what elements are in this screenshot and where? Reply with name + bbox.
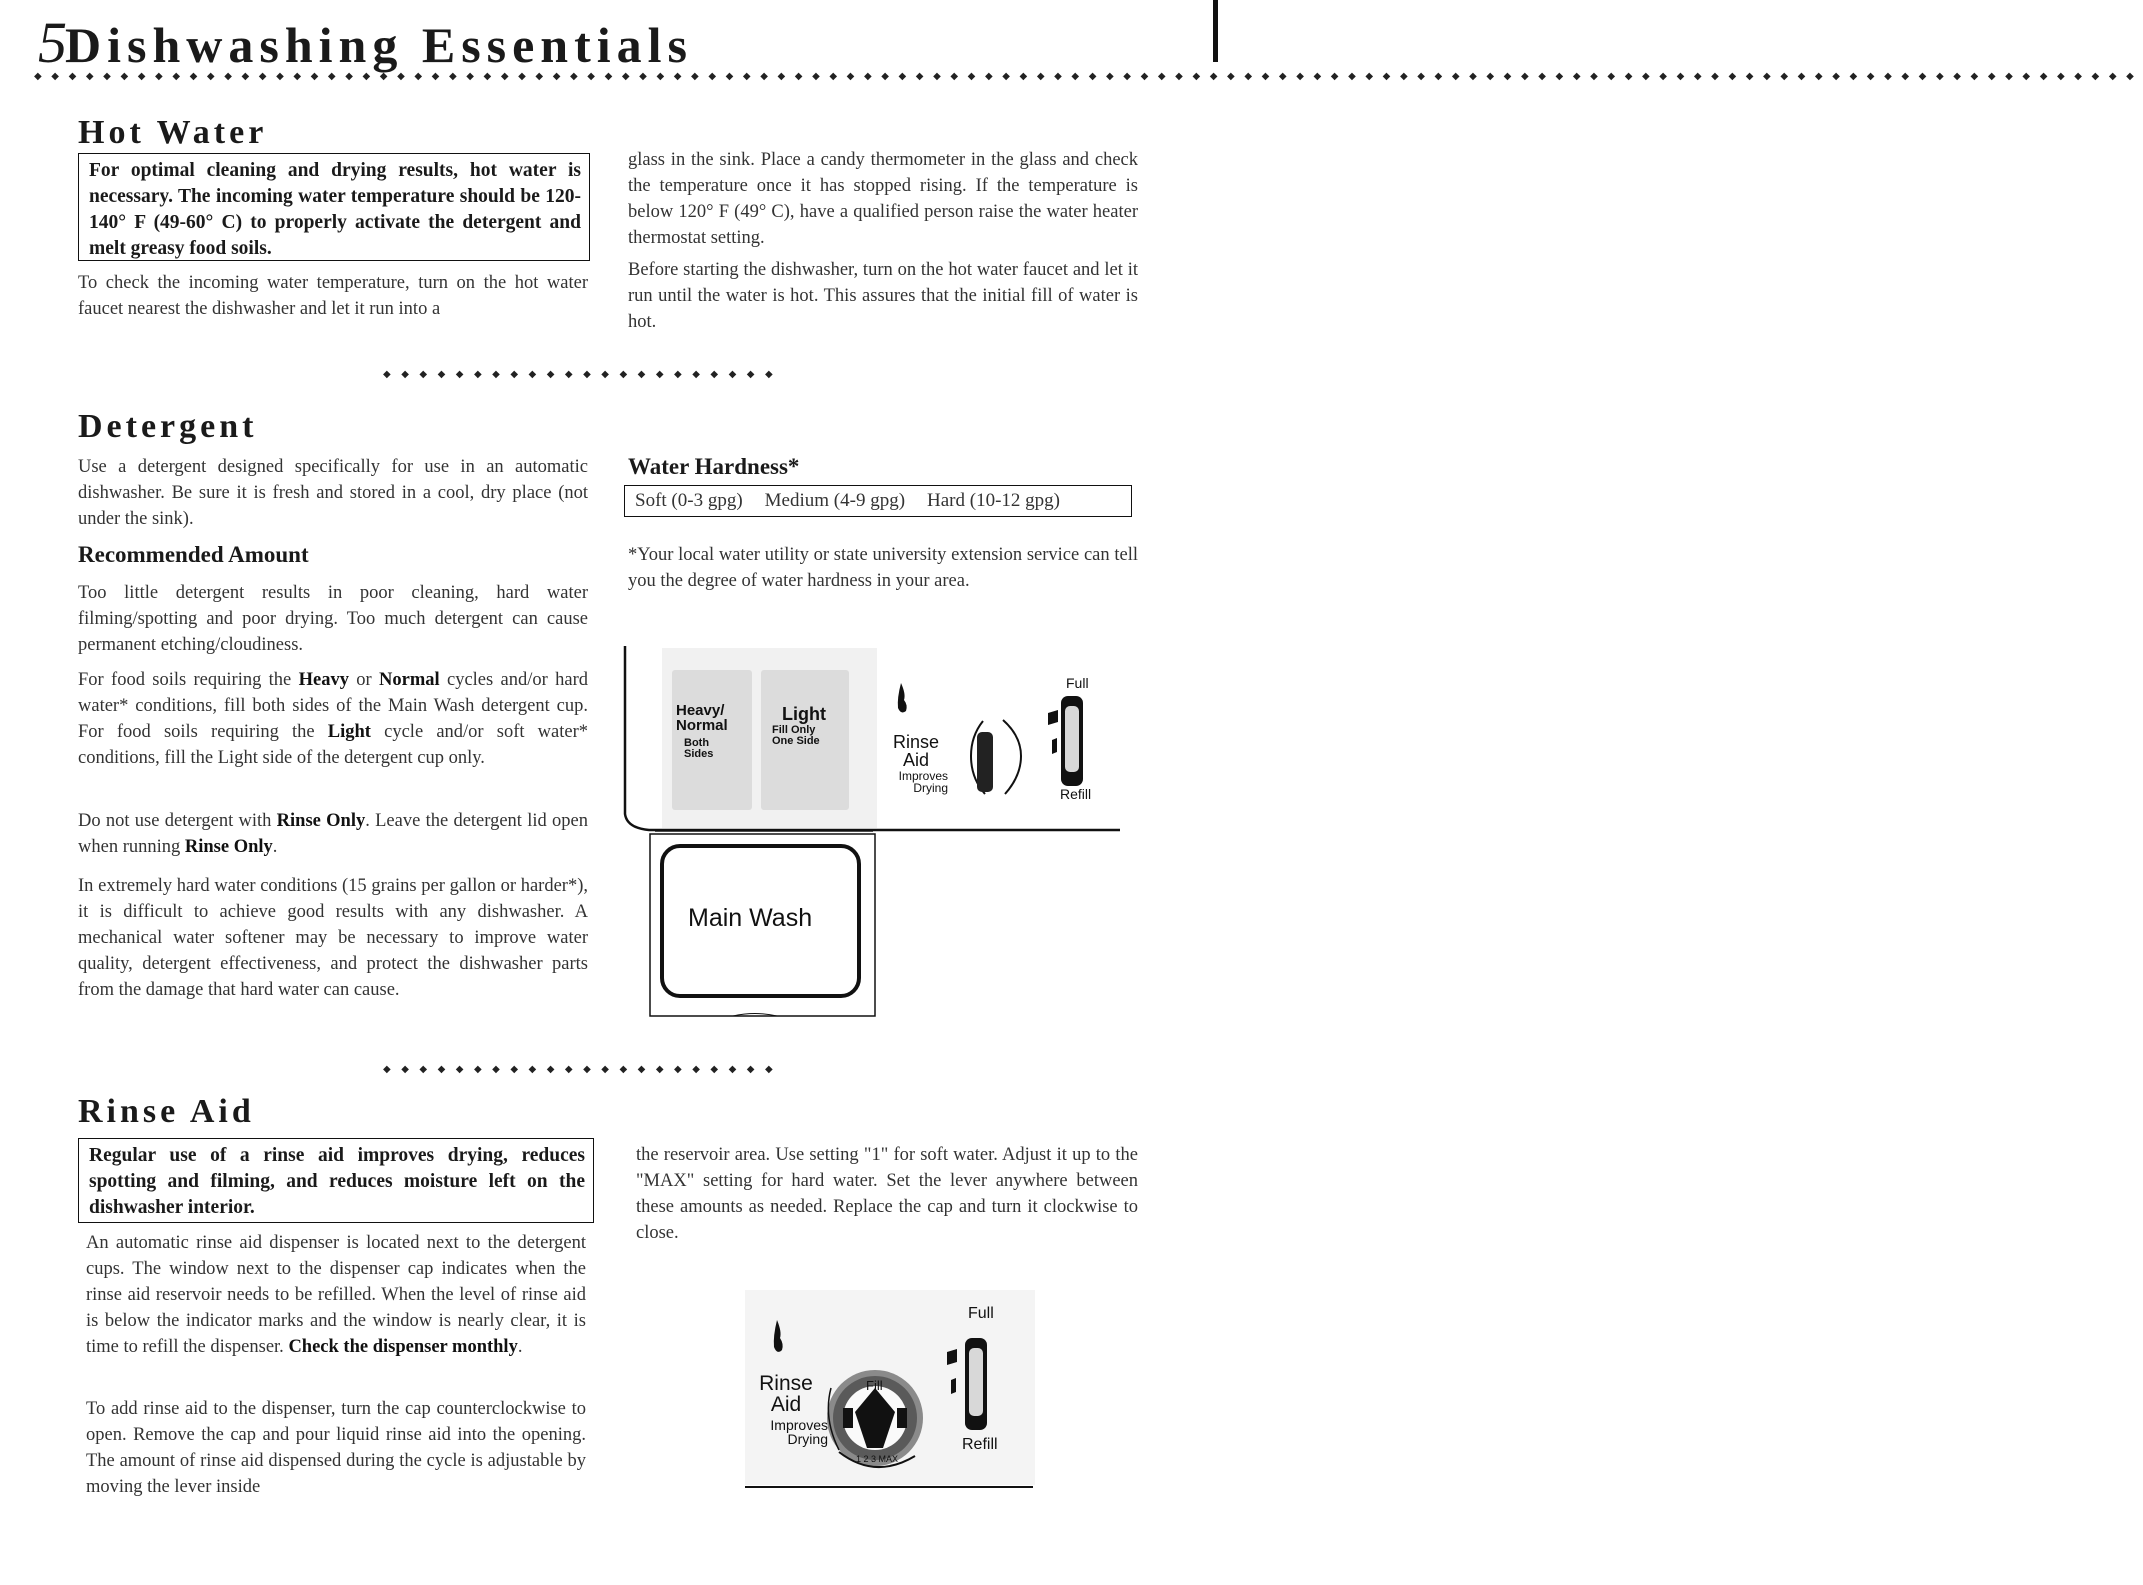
panel-heavy-normal-label: Heavy/ Normal — [676, 702, 728, 734]
margin-bar — [1213, 0, 1218, 62]
section-diamond-divider: ◆◆◆◆◆◆◆◆◆◆◆◆◆◆◆◆◆◆◆◆◆◆ — [383, 369, 784, 380]
panel-fill-only-label: Fill Only One Side — [772, 724, 820, 747]
header-diamond-divider: ◆◆◆◆◆◆◆◆◆◆◆◆◆◆◆◆◆◆◆◆◆◆◆◆◆◆◆◆◆◆◆◆◆◆◆◆◆◆◆◆◆◆◆◆◆◆◆◆◆◆◆◆◆◆◆◆◆◆◆◆◆◆◆◆◆◆◆◆◆◆◆◆◆◆◆◆◆◆◆◆◆◆◆◆◆◆◆◆◆◆◆◆◆◆◆◆◆◆◆◆◆◆◆◆◆◆◆◆◆◆◆◆◆◆◆◆◆◆◆◆◆◆ — [34, 71, 2143, 82]
panel-rinse-aid-label: Rinse Aid — [892, 732, 940, 770]
hot-water-para-3: Before starting the dishwasher, turn on the hot water faucet and let it run until the water is hot. This assures that the initial fill of water is hot. — [628, 260, 1138, 332]
hot-water-callout: For optimal cleaning and drying results, hot water is necessary. The incoming water temperature should be 120-140° F (49-60° C) to properly activate the detergent and melt greasy food soils. — [78, 153, 590, 261]
panel-improves-drying-label: Improves Drying — [898, 769, 948, 795]
recommended-para-3: Do not use detergent with Rinse Only. Leave the detergent lid open when running Rinse Only. — [78, 811, 588, 857]
panel-full-label: Full — [1066, 675, 1089, 691]
detergent-panel-diagram — [615, 628, 1125, 1028]
water-hardness-box — [624, 485, 1132, 517]
recommended-para-2: For food soils requiring the Heavy or Normal cycles and/or hard water* conditions, fill both sides of the Main Wash detergent cup. For food soils requiring the Light cycle and/or soft water* conditions, fill the Light side of the detergent cup only. — [78, 670, 588, 768]
page-title — [38, 10, 693, 75]
dispenser-fill-label: Fill — [866, 1378, 883, 1393]
rinse-aid-heading: Rinse Aid — [78, 1093, 255, 1130]
recommended-amount-heading: Recommended Amount — [78, 542, 309, 567]
rinse-aid-para-2: To add rinse aid to the dispenser, turn the cap counterclockwise to open. Remove the cap and pour liquid rinse aid into the opening. The amount of rinse aid dispensed during the cycle is adjustable by moving the lever inside — [86, 1399, 586, 1497]
dispenser-improves-drying-label: Improves Drying — [770, 1417, 828, 1447]
hot-water-para-1: To check the incoming water temperature, turn on the hot water faucet nearest the dishwasher and let it run into a — [78, 273, 588, 319]
rinse-aid-callout: Regular use of a rinse aid improves drying, reduces spotting and filming, and reduces moisture left on the dishwasher interior. — [78, 1138, 594, 1223]
panel-both-sides-label: Both Sides — [684, 737, 714, 760]
recommended-para-1: Too little detergent results in poor cleaning, hard water filming/spotting and poor drying. Too much detergent can cause permanent etching/cloudiness. — [78, 583, 588, 655]
panel-refill-label: Refill — [1060, 786, 1092, 802]
hot-water-para-2: glass in the sink. Place a candy thermometer in the glass and check the temperature once it has stopped rising. If the temperature is below 120° F (49° C), have a qualified person raise the water heater thermostat setting. — [628, 150, 1138, 248]
water-hardness-note: *Your local water utility or state university extension service can tell you the degree of water hardness in your area. — [628, 545, 1138, 591]
detergent-intro: Use a detergent designed specifically for use in an automatic dishwasher. Be sure it is fresh and stored in a cool, dry place (not under the sink). — [78, 457, 588, 529]
hardness-soft: Soft (0-3 gpg) — [635, 490, 743, 511]
section-diamond-divider-2: ◆◆◆◆◆◆◆◆◆◆◆◆◆◆◆◆◆◆◆◆◆◆ — [383, 1064, 784, 1075]
recommended-para-4: In extremely hard water conditions (15 grains per gallon or harder*), it is difficult to achieve good results with any dishwasher. A mechanical water softener may be necessary to improve water quality, detergent effectiveness, and protect the dishwasher parts from the damage that hard water can cause. — [78, 876, 588, 1000]
panel-main-wash-label: Main Wash — [688, 904, 813, 932]
dispenser-refill-label: Refill — [962, 1436, 998, 1453]
dispenser-full-label: Full — [968, 1305, 994, 1322]
water-hardness-heading: Water Hardness* — [628, 454, 800, 479]
page-title-text: Dishwashing Essentials — [65, 17, 693, 73]
page-number: 5 — [38, 10, 67, 75]
hardness-medium: Medium (4-9 gpg) — [764, 490, 906, 511]
rinse-aid-para-3: the reservoir area. Use setting "1" for soft water. Adjust it up to the "MAX" setting for hard water. Set the lever anywhere between these amounts as needed. Replace the cap and turn it clockwise to close. — [636, 1145, 1138, 1243]
dispenser-rinse-aid-label: Rinse Aid — [759, 1372, 813, 1416]
panel-light-label: Light — [782, 704, 826, 724]
dispenser-settings-label: 1 2 3 MAX — [856, 1454, 899, 1464]
hot-water-heading: Hot Water — [78, 114, 268, 151]
rinse-aid-para-1: An automatic rinse aid dispenser is located next to the detergent cups. The window next to the dispenser cap indicates when the rinse aid reservoir needs to be refilled. When the level of rinse aid is below the indicator marks and the window is nearly clear, it is time to refill the dispenser. Check the dispenser monthly. — [86, 1233, 586, 1357]
detergent-heading: Detergent — [78, 408, 258, 445]
hardness-hard: Hard (10-12 gpg) — [927, 490, 1060, 511]
